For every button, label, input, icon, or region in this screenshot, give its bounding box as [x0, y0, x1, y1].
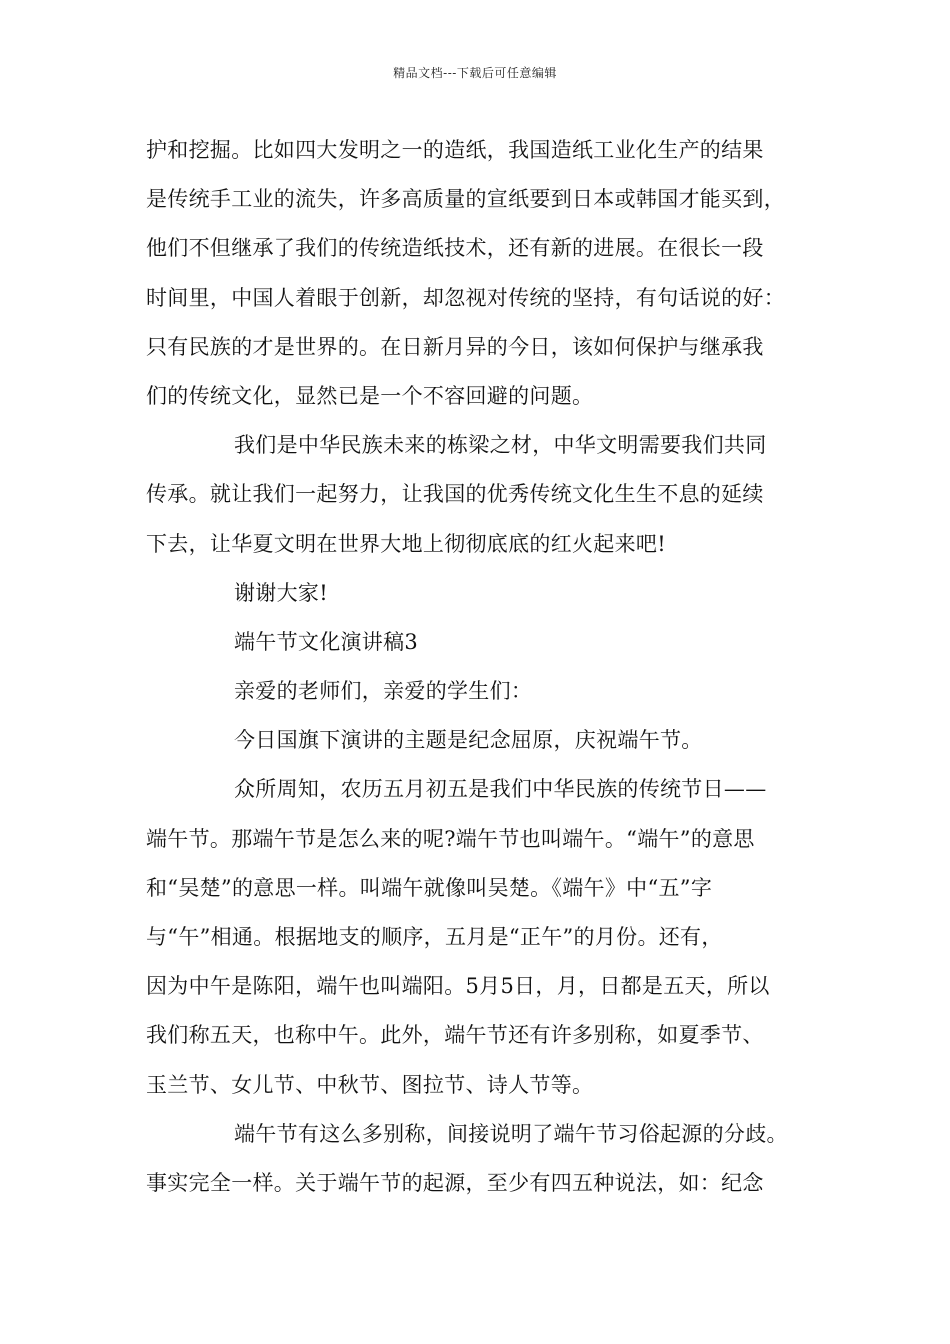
paragraph-first-line: 众所周知，农历五月初五是我们中华民族的传统节日—— — [234, 777, 767, 802]
text-line: 与“午”相通。根据地支的顺序，五月是“正午”的月份。还有， — [146, 925, 723, 949]
section-title: 端午节文化演讲稿3 — [234, 629, 419, 654]
paragraph-first-line: 今日国旗下演讲的主题是纪念屈原，庆祝端午节。 — [234, 728, 703, 753]
text-line: 玉兰节、女儿节、中秋节、图拉节、诗人节等。 — [146, 1072, 594, 1097]
text-line: 事实完全一样。关于端午节的起源，至少有四五种说法，如：纪念 — [146, 1170, 764, 1195]
text-line: 传承。就让我们一起努力，让我国的优秀传统文化生生不息的延续 — [146, 482, 764, 507]
text-line: 护和挖掘。比如四大发明之一的造纸，我国造纸工业化生产的结果 — [146, 138, 764, 162]
text-line: 们的传统文化，显然已是一个不容回避的问题。 — [146, 383, 594, 408]
document-body — [146, 126, 826, 1208]
paragraph-first-line: 端午节有这么多别称，间接说明了端午节习俗起源的分歧。 — [234, 1121, 788, 1146]
page-header: 精品文档---下载后可任意编辑 — [393, 66, 557, 80]
text-line: 他们不但继承了我们的传统造纸技术，还有新的进展。在很长一段 — [146, 236, 764, 261]
text-line: 我们称五天，也称中午。此外，端午节还有许多别称，如夏季节、 — [146, 1023, 764, 1048]
text-line: 时间里，中国人着眼于创新，却忽视对传统的坚持，有句话说的好： — [146, 285, 785, 310]
text-line: 下去，让华夏文明在世界大地上彻彻底底的红火起来吧! — [146, 531, 666, 556]
text-line: 只有民族的才是世界的。在日新月异的今日，该如何保护与继承我 — [146, 334, 764, 359]
salutation: 亲爱的老师们，亲爱的学生们： — [234, 679, 533, 704]
text-line: 端午节。那端午节是怎么来的呢?端午节也叫端午。“端午”的意思 — [146, 826, 755, 851]
text-line: 和“吴楚”的意思一样。叫端午就像叫吴楚。《端午》中“五”字 — [146, 875, 713, 900]
closing-thanks: 谢谢大家! — [234, 580, 328, 605]
paragraph-first-line: 我们是中华民族未来的栋梁之材，中华文明需要我们共同 — [234, 433, 767, 458]
text-line: 因为中午是陈阳，端午也叫端阳。5月5日，月，日都是五天，所以 — [146, 974, 770, 999]
text-line: 是传统手工业的流失，许多高质量的宣纸要到日本或韩国才能买到， — [146, 187, 785, 212]
